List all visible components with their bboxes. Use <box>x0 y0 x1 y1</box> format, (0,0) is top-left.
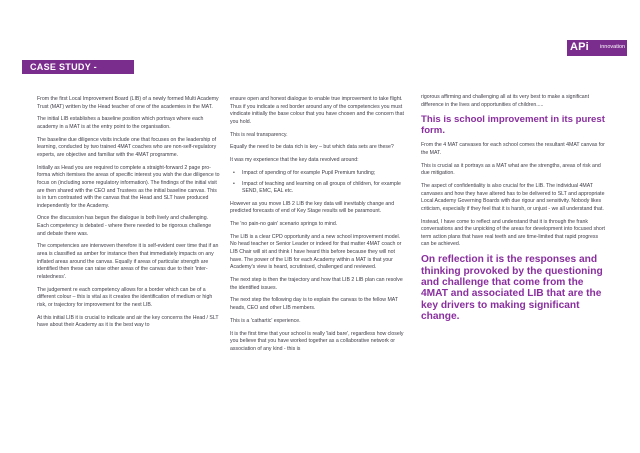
column-1 <box>37 96 220 335</box>
column-3 <box>421 94 607 323</box>
paragraph: The judgement re each competency allows for a border which can be of a different colour – this is vital as it creates the identification of medium or high risk, or trajectory for improvement for the next LIB. <box>37 286 213 308</box>
column-2 <box>230 96 408 359</box>
pull-heading: This is school improvement in its purest form. <box>421 114 605 137</box>
api-innovation-logo <box>567 40 627 56</box>
paragraph: It was my experience that the key data revolved around: <box>230 157 359 164</box>
paragraph: At this initial LIB it is crucial to indicate and air the key concerns the Head / SLT have about their Academy as it is the best way to <box>37 314 219 329</box>
case-study-banner: CASE STUDY - <box>22 60 134 74</box>
paragraph: However as you move LIB 2 LIB the key data will inevitably change and predicted forecasts of end of Key Stage results will be paramount. <box>230 200 395 215</box>
paragraph: The competencies are interwoven therefore it is self-evident over time that if an area is classified as amber for instance then that immediately impacts on any inflated areas around the canvas. Equally if areas of particular strength are identified then these can raise other areas of the canvas due to their 'inter-relatedness'. <box>37 243 219 280</box>
paragraph: From the 4 MAT canvases for each school comes the resultant 4MAT canvas for the MAT. <box>421 142 605 156</box>
bullet-icon: • <box>233 169 235 176</box>
paragraph: The LIB is a clear CPD opportunity and a new school improvement model. No head teacher or Senior Leader or indeed for that matter 4MAT coach or LIB Chair will sit and think I have heard this before because they will not have. The power of the LIB for each Academy within a MAT is that your Academy's view is heard, scrutinised, challenged and reviewed. <box>230 233 402 271</box>
logo-brand: APi <box>570 41 589 53</box>
paragraph: The baseline due diligence visits include one that focuses on the leadership of learning, conducted by two trained 4MAT coaches who are non-self-regulatory experts, are objective and familiar with the 4MAT programme. <box>37 136 217 158</box>
logo-tagline: innovation <box>600 44 626 50</box>
paragraph: Initially as Head you are required to complete a straight-forward 2 page pro-forma which itemises the areas of specific interest you wish the due diligence to focus on (including some regulatory information). The findings of the initial visit are then shared with the CEO and Trustees as the initial baseline canvas. This is in turn contrasted with the canvas that the Head and SLT have produced independently for the Academy. <box>37 164 220 209</box>
paragraph: The next step is then the trajectory and how that LIB 2 LIB plan can resolve the identified issues. <box>230 277 403 291</box>
list-item <box>230 170 408 178</box>
paragraph: Once the discussion has begun the dialogue is both lively and challenging. Each competency is debated - where there needed to be rigorous challenge and debate there was. <box>37 215 212 237</box>
paragraph: The aspect of confidentiality is also crucial for the LIB. The individual 4MAT canvases and how they have altered has to be delivered to SLT and appropriate Local Academy Governing Boards with due rigour and sensitivity. Nobody likes criticism, especially if they feel that it is harsh, or unjust - we all understand that. <box>421 183 605 212</box>
paragraph: Instead, I have come to reflect and understand that it is through the frank conversations and the unpicking of the areas for development into focused short term action plans that have real teeth and are time-limited that rapid progress can be achieved. <box>421 218 605 248</box>
paragraph: From the first Local Improvement Board (LIB) of a newly formed Multi Academy Trust (MAT) written by the Head teacher of one of the academies in the MAT. <box>37 96 219 110</box>
paragraph: The initial LIB establishes a baseline position which portrays where each academy in a MAT is at the entry point to the organisation. <box>37 116 204 130</box>
pull-quote: On reflection it is the responses and thinking provoked by the questioning and challenge that come from the 4MAT and associated LIB that are the key drivers to making significant change. <box>421 254 603 323</box>
list-item <box>230 181 408 196</box>
list-item-text: Impact of teaching and learning on all groups of children, for example SEND, EMC, EAL etc. <box>242 180 401 195</box>
paragraph: The 'no pain-no gain' scenario springs to mind. <box>230 221 338 228</box>
bullet-icon: • <box>233 180 235 187</box>
paragraph: ensure open and honest dialogue to enable true improvement to take flight. Thus if you indicate a red border around any of the competencies you must vindicate initially the base colour that you have chosen and the concern that you hold. <box>230 96 404 125</box>
paragraph: Equally the need to be data rich is key – but which data sets are these? <box>230 144 394 151</box>
paragraph: rigorous affirming and challenging all at its very best to make a significant difference in the lives and opportunities of children..... <box>421 94 590 108</box>
paragraph: This is a 'cathartic' experience. <box>230 317 301 324</box>
paragraph: This is real transparency. <box>230 131 288 138</box>
paragraph: It is the first time that your school is really 'laid bare', regardless how closely you believe that you have worked together as a collaborative network or association of any kind - this is <box>230 330 404 352</box>
paragraph: The next step the following day is to explain the canvas to the fellow MAT heads, CEO and other LIB members. <box>230 297 398 311</box>
list-item-text: Impact of spending of for example Pupil Premium funding; <box>242 169 376 176</box>
paragraph: This is crucial as it portrays as a MAT what are the strengths, areas of risk and due mitigation. <box>421 162 601 177</box>
data-list <box>230 170 408 196</box>
